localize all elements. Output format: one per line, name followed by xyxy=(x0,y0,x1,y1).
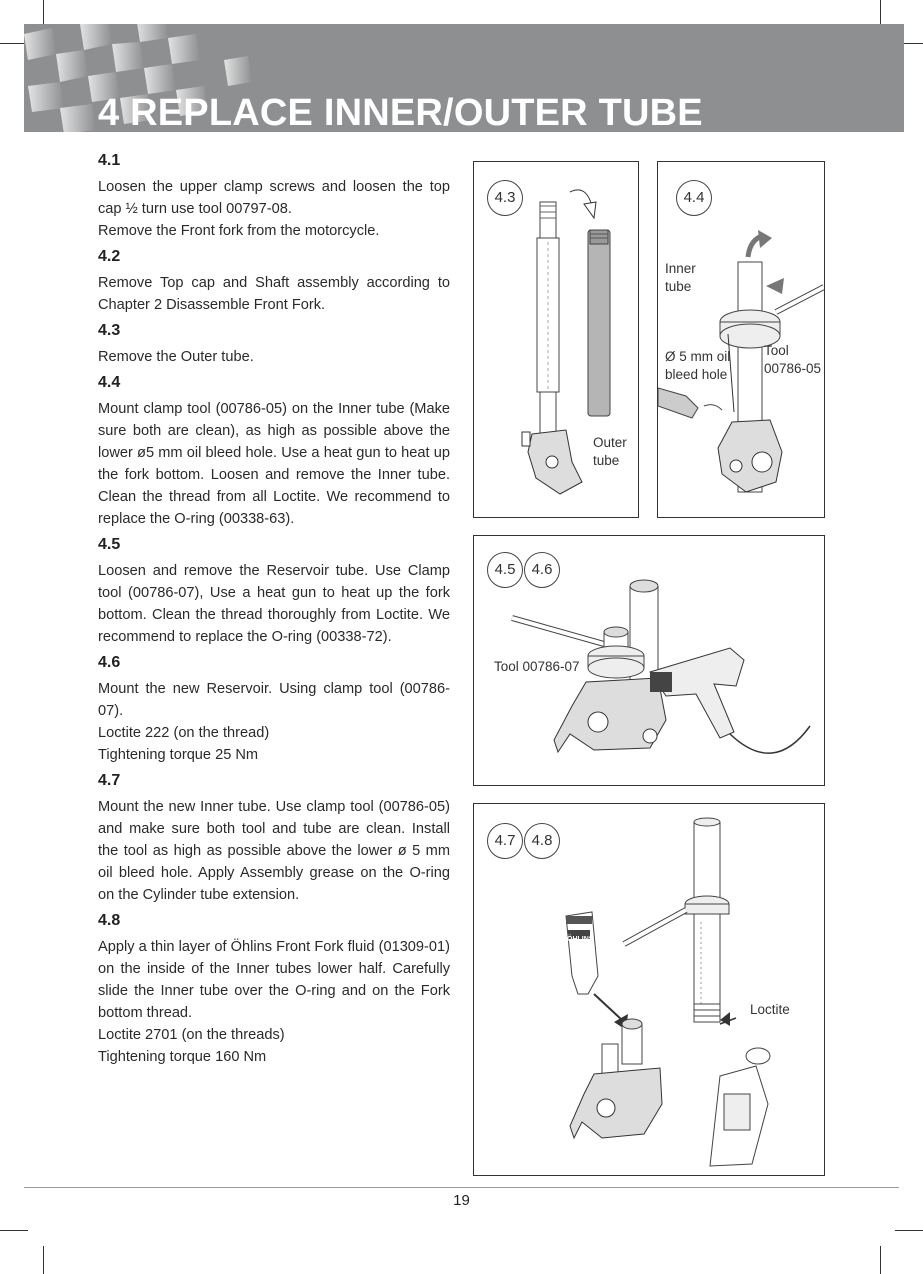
crop-mark xyxy=(880,1246,881,1274)
section-body: Mount the new Inner tube. Use clamp tool (00786-05) and make sure both tool and tube are clean. Install the tool as high as possible above the lower ø 5 mm oil bleed hole. Apply Assembly grease on the O-ring on the Cylinder tube extension. xyxy=(98,799,450,903)
figure-badge: 4.5 xyxy=(487,552,523,588)
section-body: Mount the new Reservoir. Using clamp tool (00786-07). Loctite 222 (on the thread) Tightening torque 25 Nm xyxy=(98,681,450,763)
loctite-label: Loctite xyxy=(750,1002,790,1017)
section-heading: 4.3 xyxy=(98,322,121,339)
section-heading: 4.6 xyxy=(98,654,121,671)
section-4-5 xyxy=(98,536,450,648)
section-heading: 4.5 xyxy=(98,536,121,553)
section-body: Mount clamp tool (00786-05) on the Inner tube (Make sure both are clean), as high as possible above the lower ø5 mm oil bleed hole. Use a heat gun to heat up the fork bottom. Loosen and remove the Inner tube. Clean the thread from all Loctite. We recommend to replace the O-ring (00338-63). xyxy=(98,401,450,527)
section-body: Remove the Outer tube. xyxy=(98,349,254,365)
page-title: 4 REPLACE INNER/OUTER TUBE xyxy=(98,92,703,134)
section-body: Loosen the upper clamp screws and loosen the top cap ½ turn use tool 00797-08. Remove the Front fork from the motorcycle. xyxy=(98,179,450,239)
section-heading: 4.7 xyxy=(98,772,121,789)
section-heading: 4.2 xyxy=(98,248,121,265)
outer-tube-label: Outer tube xyxy=(593,435,627,468)
figure-badge: 4.4 xyxy=(676,180,712,216)
bleed-hole-label: Ø 5 mm oil bleed hole xyxy=(665,349,731,382)
inner-tube-label: Inner tube xyxy=(665,261,696,294)
tool-label: Tool 00786-07 xyxy=(494,659,580,674)
page-number: 19 xyxy=(453,1192,470,1209)
instruction-column xyxy=(98,152,450,1074)
section-4-7 xyxy=(98,772,450,906)
tool-label: Tool 00786-05 xyxy=(764,343,822,376)
section-body: Remove Top cap and Shaft assembly according to Chapter 2 Disassemble Front Fork. xyxy=(98,275,450,313)
figure-badge: 4.8 xyxy=(524,823,560,859)
clamp-tool-illustration xyxy=(658,162,824,517)
figure-4-5-4-6-panel xyxy=(473,535,825,786)
section-body: Apply a thin layer of Öhlins Front Fork fluid (01309-01) on the inside of the Inner tubes lower half. Carefully slide the Inner tube over the O-ring and on the Fork bottom thread. Loctite 2701 (on the threads) Tightening torque 160 Nm xyxy=(98,939,450,1065)
section-4-3 xyxy=(98,322,450,368)
figure-badge: 4.3 xyxy=(487,180,523,216)
section-heading: 4.8 xyxy=(98,912,121,929)
section-4-4 xyxy=(98,374,450,530)
crop-mark xyxy=(0,1230,28,1231)
section-4-6 xyxy=(98,654,450,766)
section-body: Loosen and remove the Reservoir tube. Use Clamp tool (00786-07), Use a heat gun to heat up the fork bottom. Clean the thread thoroughly from Loctite. We recommend to replace the O-ring (00338-72). xyxy=(98,563,450,645)
figure-badge: 4.7 xyxy=(487,823,523,859)
figure-4-3-panel xyxy=(473,161,639,518)
section-heading: 4.1 xyxy=(98,152,121,169)
section-4-1 xyxy=(98,152,450,242)
figure-badge: 4.6 xyxy=(524,552,560,588)
figure-4-7-4-8-panel xyxy=(473,803,825,1176)
section-heading: 4.4 xyxy=(98,374,121,391)
inner-tube-install-illustration xyxy=(474,804,824,1175)
footer-rule xyxy=(24,1187,899,1188)
crop-mark xyxy=(895,1230,923,1231)
brand-label: ÖHLINS xyxy=(567,936,594,943)
crop-mark xyxy=(43,1246,44,1274)
figure-4-4-panel xyxy=(657,161,825,518)
section-4-8 xyxy=(98,912,450,1068)
section-4-2 xyxy=(98,248,450,316)
